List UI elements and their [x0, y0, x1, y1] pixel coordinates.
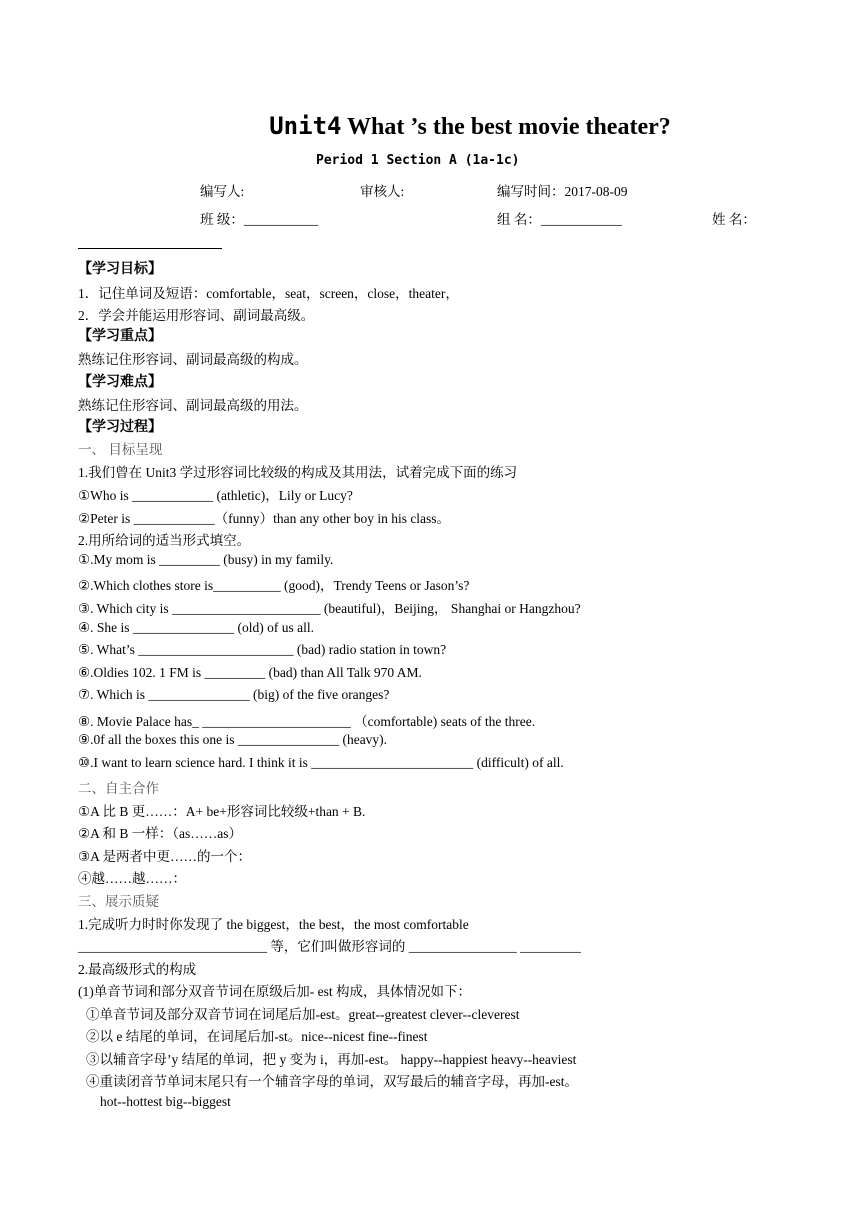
part1-title: 一、 目标呈现	[78, 442, 163, 457]
rule-item: ④重读闭音节单词末尾只有一个辅音字母的单词，双写最后的辅音字母，再加-est。	[86, 1074, 578, 1089]
rule-example: hot--hottest big--biggest	[100, 1094, 231, 1109]
rule-item: ②以 e 结尾的单词，在词尾后加-st。nice--nicest fine--finest	[86, 1029, 428, 1044]
reviewer-label: 审核人:	[360, 184, 405, 199]
difficult-text: 熟练记住形容词、副词最高级的用法。	[78, 398, 308, 413]
key-text: 熟练记住形容词、副词最高级的构成。	[78, 352, 308, 367]
group-field: 组 名：____________	[497, 212, 622, 227]
part3-question1: 1.完成听力时时你发现了 the biggest，the best，the most comfortable	[78, 917, 469, 932]
goal-item: 2．学会并能运用形容词、副词最高级。	[78, 308, 315, 323]
exercise-item: ④. She is _______________ (old) of us all.	[78, 620, 314, 635]
process-heading: 【学习过程】	[78, 420, 162, 435]
cooperation-item: ②A 和 B 一样：（as……as）	[78, 826, 242, 841]
part1-question2: 2.用所给词的适当形式填空。	[78, 533, 251, 548]
name-underline	[78, 248, 222, 249]
exercise-item: ⑥.Oldies 102. 1 FM is _________ (bad) than All Talk 970 AM.	[78, 665, 422, 680]
rule-item: ①单音节词及部分双音节词在词尾后加-est。great--greatest clever--cleverest	[86, 1007, 520, 1022]
date-label: 编写时间：2017-08-09	[497, 184, 628, 199]
page-title	[0, 112, 860, 141]
part3-title: 三、展示质疑	[78, 894, 159, 909]
exercise-item: ⑨.0f all the boxes this one is _______________ (heavy).	[78, 732, 388, 747]
part1-question1: 1.我们曾在 Unit3 学过形容词比较级的构成及其用法，试着完成下面的练习	[78, 465, 518, 480]
part2-title: 二、自主合作	[78, 781, 159, 796]
exercise-item: ⑧. Movie Palace has_ ______________________ （comfortable) seats of the three.	[78, 714, 536, 729]
name-field: 姓 名：	[712, 212, 756, 227]
rule-heading: (1)单音节词和部分双音节词在原级后加- est 构成，具体情况如下：	[78, 984, 471, 999]
exercise-item: ⑤. What’s _______________________ (bad) radio station in town?	[78, 642, 447, 657]
exercise-item: ③. Which city is ______________________ (beautiful)，Beijing， Shanghai or Hangzhou?	[78, 601, 581, 616]
exercise-item: ①Who is ____________ (athletic)，Lily or Lucy?	[78, 488, 353, 503]
title-text: What ’s the best movie theater?	[341, 114, 671, 140]
title-unit: Unit4	[269, 112, 342, 140]
part3-question2: 2.最高级形式的构成	[78, 962, 197, 977]
class-field: 班 级：___________	[200, 212, 319, 227]
exercise-item: ⑦. Which is _______________ (big) of the five oranges?	[78, 687, 390, 702]
difficult-heading: 【学习难点】	[78, 375, 162, 390]
key-heading: 【学习重点】	[78, 329, 162, 344]
writer-label: 编写人:	[200, 184, 245, 199]
cooperation-item: ④越……越……：	[78, 871, 186, 886]
exercise-item: ⑩.I want to learn science hard. I think it is ________________________ (difficult) of all.	[78, 755, 564, 770]
exercise-item: ②.Which clothes store is__________ (good)，Trendy Teens or Jason’s?	[78, 578, 470, 593]
exercise-item: ①.My mom is _________ (busy) in my family.	[78, 552, 334, 567]
goals-heading: 【学习目标】	[78, 262, 162, 277]
period-subtitle: Period 1 Section A (1a-1c)	[316, 153, 520, 168]
cooperation-item: ③A 是两者中更……的一个：	[78, 849, 251, 864]
rule-item: ③以辅音字母’y 结尾的单词，把 y 变为 i，再加-est。 happy--happiest heavy--heaviest	[86, 1052, 577, 1067]
exercise-item: ②Peter is ____________（funny）than any other boy in his class。	[78, 511, 451, 526]
goal-item: 1．记住单词及短语：comfortable，seat，screen，close，theater，	[78, 286, 459, 301]
part3-question1-blank: ____________________________ 等，它们叫做形容词的 ________________ _________	[78, 939, 581, 954]
cooperation-item: ①A 比 B 更……：A+ be+形容词比较级+than + B.	[78, 804, 366, 819]
